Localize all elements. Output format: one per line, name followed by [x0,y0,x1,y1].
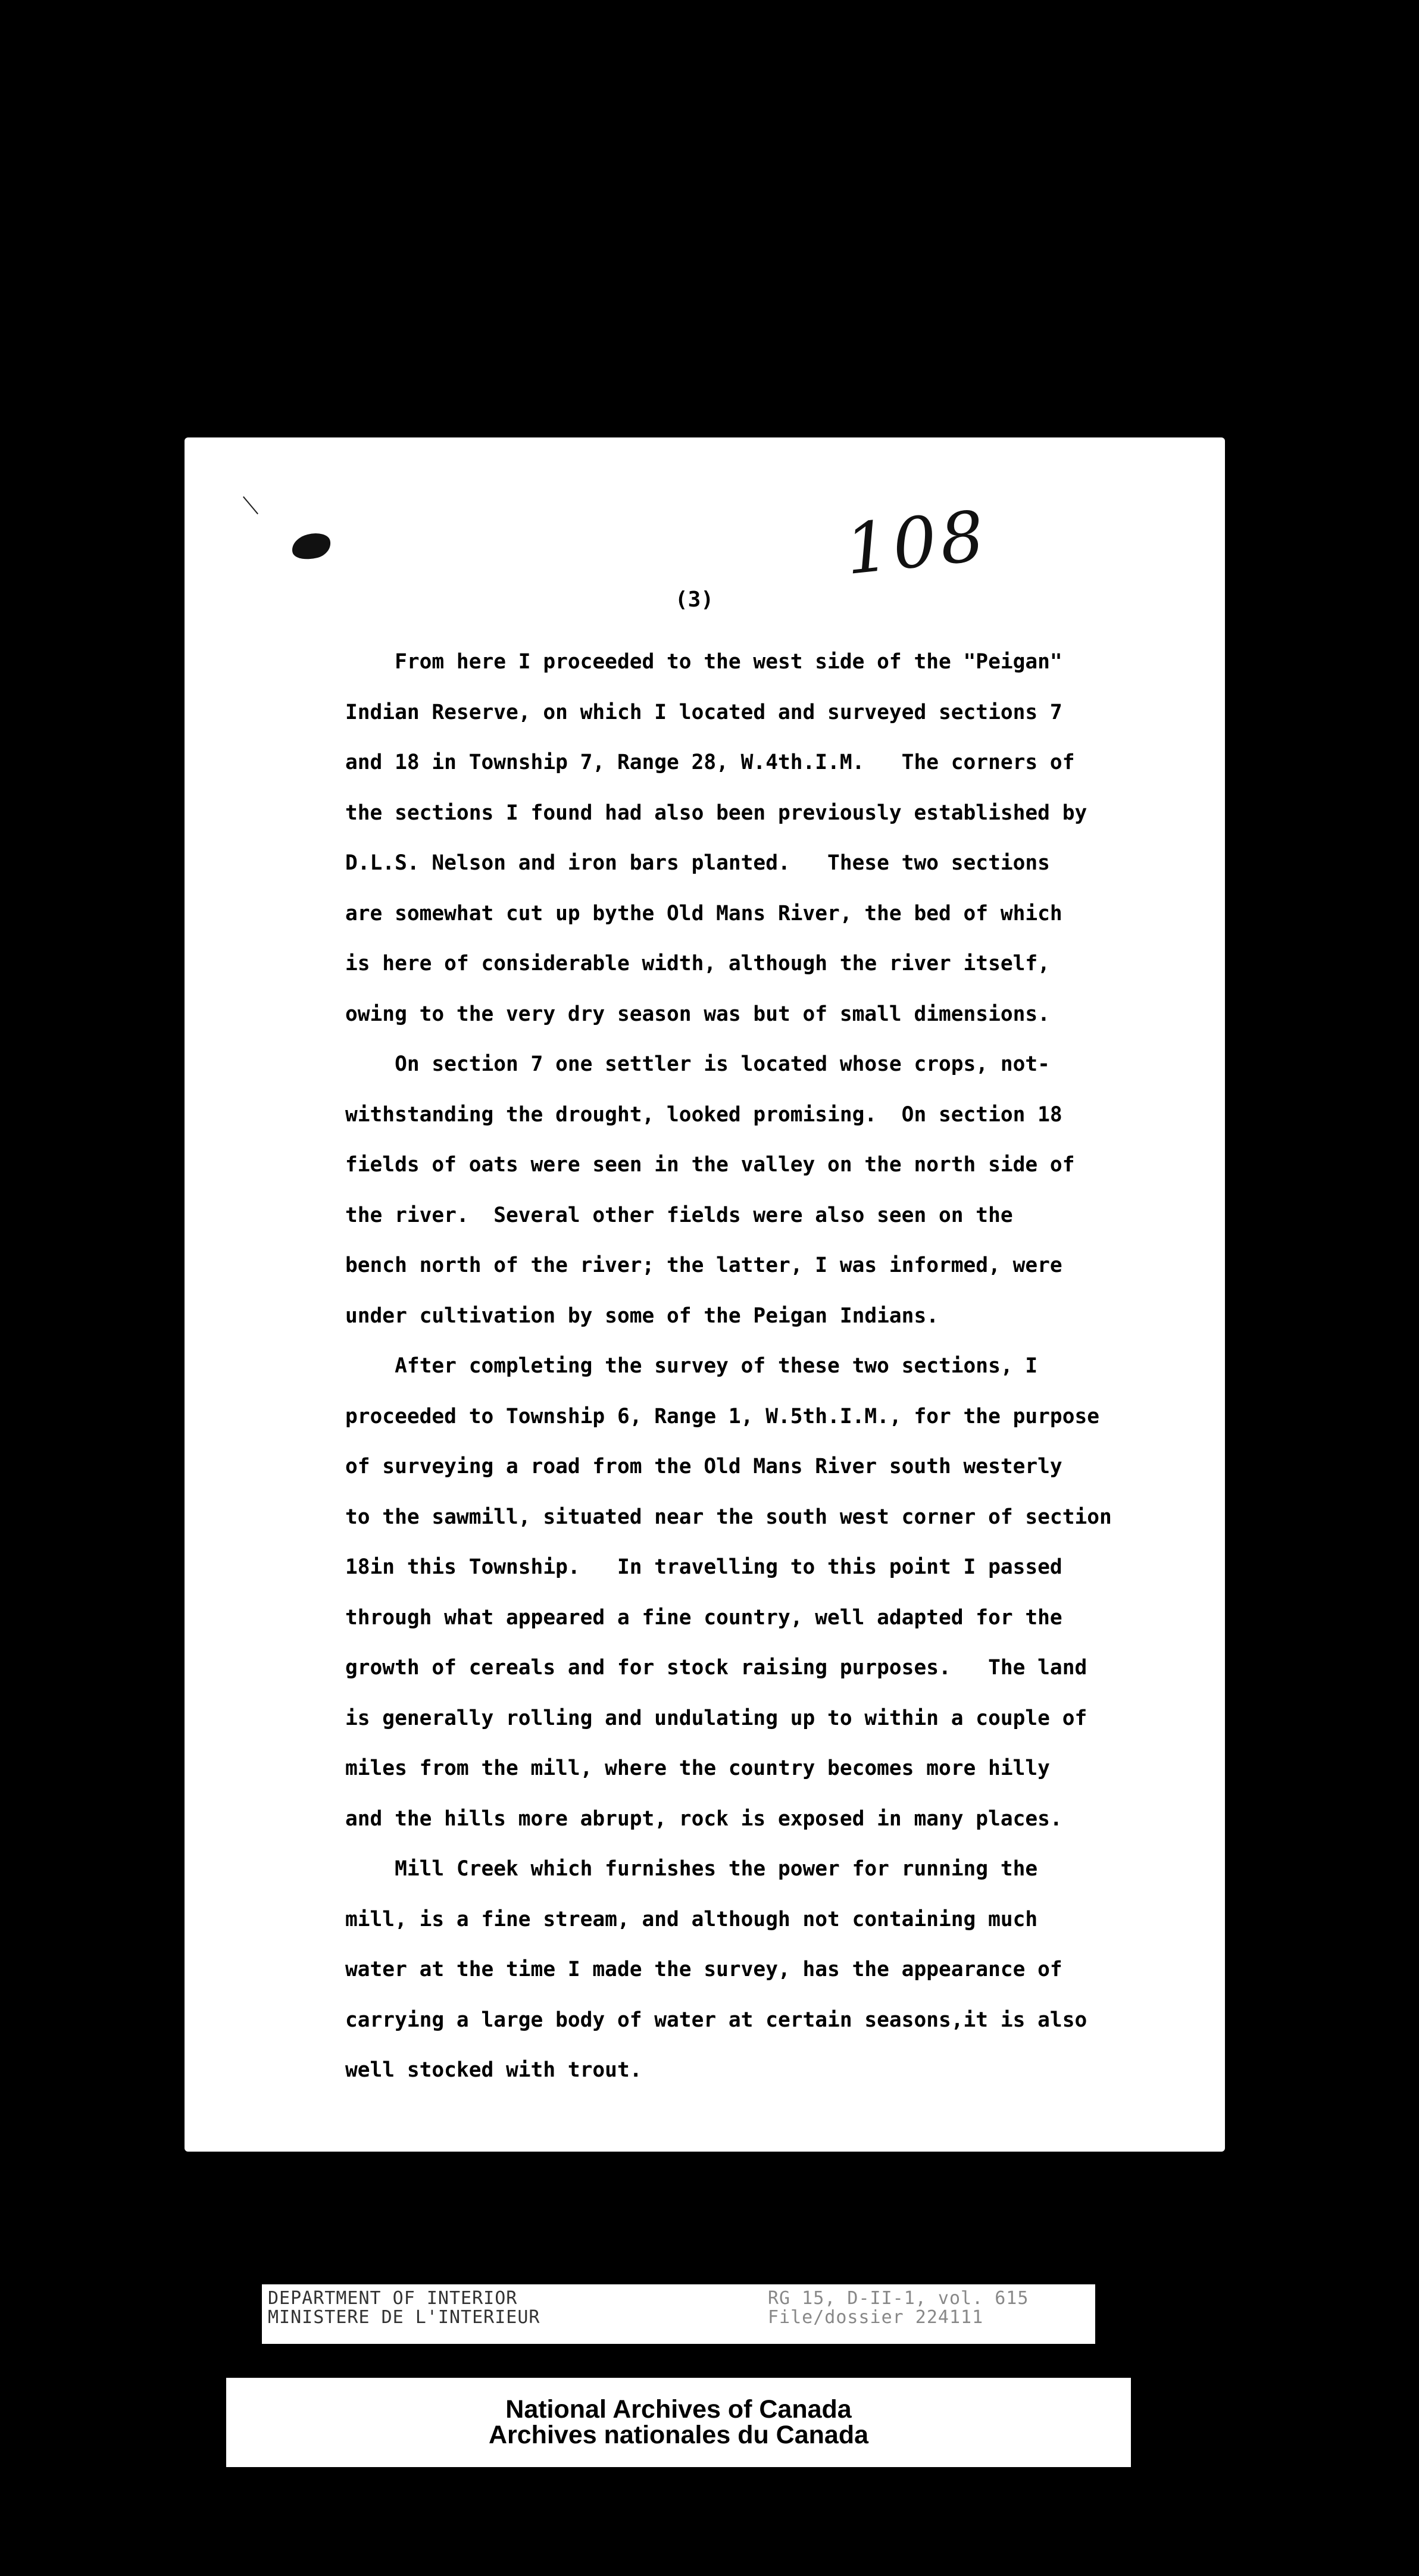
text-line: under cultivation by some of the Peigan Indians. [345,1303,939,1328]
text-line: carrying a large body of water at certain seasons,it is also [345,2008,1087,2032]
text-line: From here I proceeded to the west side of the "Peigan" [345,650,1062,674]
text-line: is generally rolling and undulating up to within a couple of [345,1706,1087,1730]
handwritten-folio-number: 108 [841,495,992,591]
typewritten-page [185,437,1225,2152]
archive-reference [768,2289,1029,2327]
page-number: (3) [675,587,714,612]
body-text [345,637,1202,2096]
text-line: well stocked with trout. [345,2058,642,2082]
text-line: D.L.S. Nelson and iron bars planted. These two sections [345,851,1050,875]
text-line: and the hills more abrupt, rock is exposed in many places. [345,1806,1062,1831]
text-line: of surveying a road from the Old Mans River south westerly [345,1455,1062,1478]
file-dossier-ref: File/dossier 224111 [768,2307,984,2328]
text-line: through what appeared a fine country, well adapted for the [345,1605,1062,1630]
stamp-line-en: National Archives of Canada [505,2395,852,2424]
ink-blot [289,530,333,564]
text-line: and 18 in Township 7, Range 28, W.4th.I.M. The corners of [345,751,1075,774]
archive-label [262,2284,1095,2344]
text-line: Mill Creek which furnishes the power for running the [345,1857,1038,1881]
department-fr: MINISTERE DE L'INTERIEUR [268,2307,540,2328]
text-line: fields of oats were seen in the valley on the north side of [345,1153,1075,1177]
text-line: 18in this Township. In travelling to this point I passed [345,1555,1062,1579]
department-en: DEPARTMENT OF INTERIOR [268,2288,518,2309]
text-line: proceeded to Township 6, Range 1, W.5th.I.M., for the purpose [345,1404,1100,1428]
text-line: bench north of the river; the latter, I was informed, were [345,1253,1062,1277]
text-line: withstanding the drought, looked promising. On section 18 [345,1102,1062,1127]
text-line: is here of considerable width, although the river itself, [345,952,1050,976]
text-line: Indian Reserve, on which I located and surveyed sections 7 [345,700,1062,724]
text-line: are somewhat cut up bythe Old Mans River, the bed of which [345,901,1062,926]
stamp-line-fr: Archives nationales du Canada [488,2421,869,2449]
text-line: mill, is a fine stream, and although not containing much [345,1907,1038,1931]
text-line: the river. Several other fields were also seen on the [345,1203,1013,1227]
text-line: the sections I found had also been previously established by [345,801,1087,825]
text-line: growth of cereals and for stock raising purposes. The land [345,1656,1087,1680]
text-line: On section 7 one settler is located whose crops, not- [345,1052,1050,1076]
text-line: owing to the very dry season was but of small dimensions. [345,1002,1050,1026]
text-line: to the sawmill, situated near the south west corner of section [345,1505,1112,1529]
text-line: After completing the survey of these two sections, I [345,1354,1038,1378]
pen-mark [243,496,258,514]
text-line: miles from the mill, where the country becomes more hilly [345,1756,1050,1780]
text-line: water at the time I made the survey, has the appearance of [345,1958,1062,1981]
record-group-ref: RG 15, D-II-1, vol. 615 [768,2288,1029,2309]
department-text [268,2289,540,2327]
archives-stamp [226,2378,1131,2467]
